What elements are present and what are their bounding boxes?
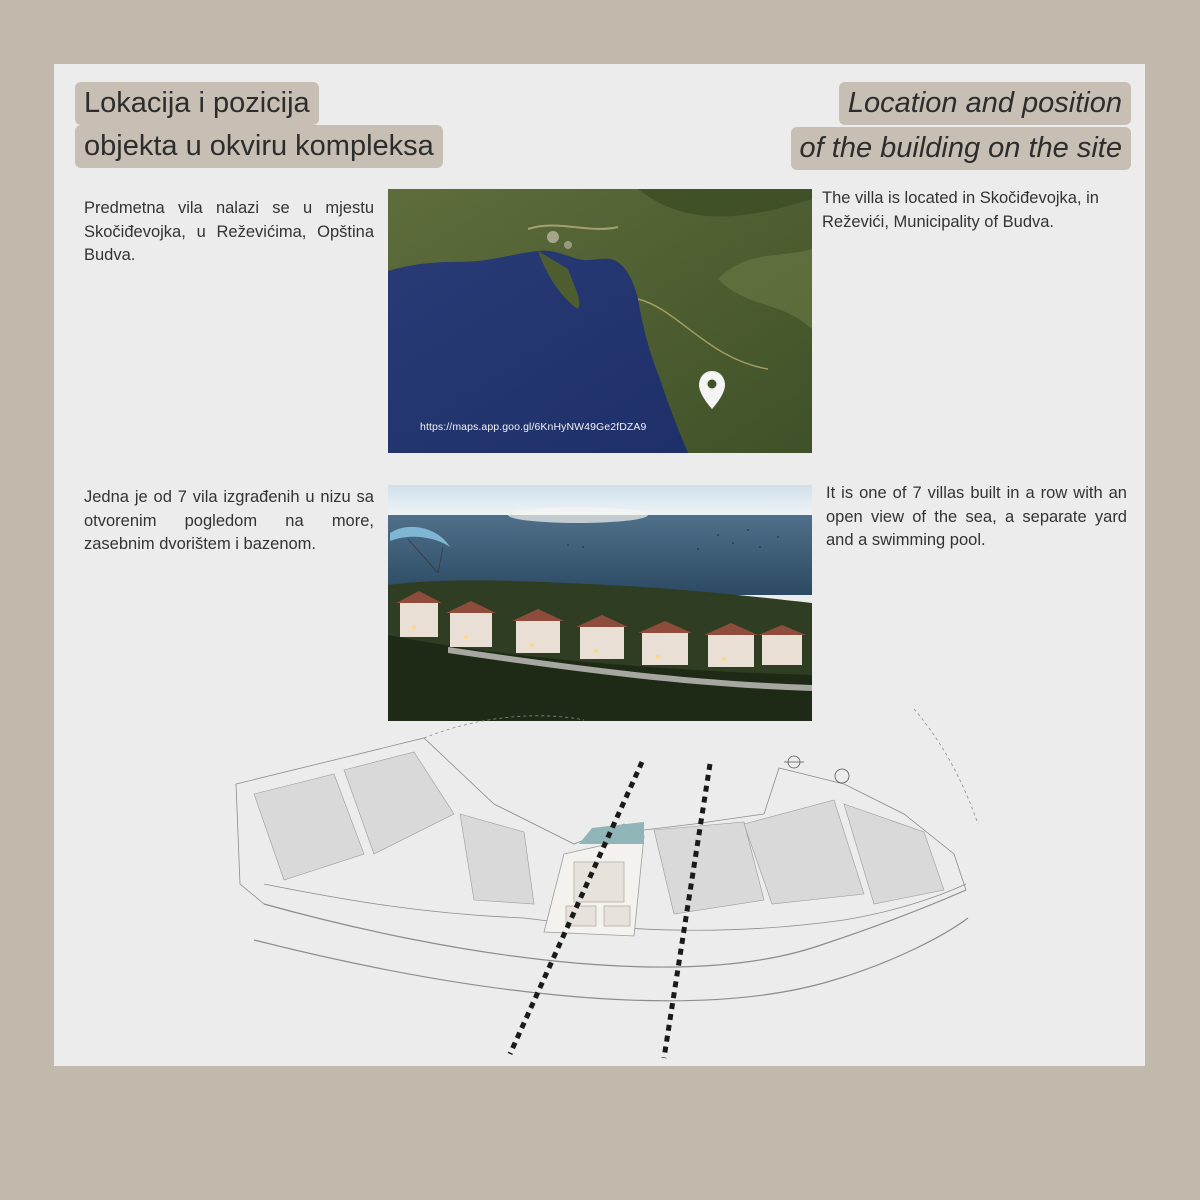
north-arrow-icon (784, 756, 804, 768)
title-en-line1: Location and position (839, 82, 1131, 125)
title-en-line2: of the building on the site (791, 127, 1131, 170)
presentation-sheet (54, 64, 1145, 1066)
satellite-map[interactable] (388, 189, 812, 453)
location-text-local: Predmetna vila nalazi se u mjestu Skočiđevojka, u Reževićima, Opština Budva. (84, 199, 374, 264)
villas-text-local: Jedna je od 7 vila izgrađenih u nizu sa otvorenim pogledom na more, zasebnim dvorištem i bazenom. (84, 488, 374, 553)
title-local-line1: Lokacija i pozicija (75, 82, 319, 125)
villas-render-photo (388, 485, 812, 721)
map-link[interactable]: https://maps.app.goo.gl/6KnHyNW49Ge2fDZA9 (420, 421, 647, 433)
site-plan-drawing (224, 704, 984, 1064)
title-local-line2: objekta u okviru kompleksa (75, 125, 443, 168)
villas-text-en: It is one of 7 villas built in a row with an open view of the sea, a separate yard and a swimming pool. (826, 484, 1127, 549)
location-text-en: The villa is located in Skočiđevojka, in Reževići, Municipality of Budva. (822, 189, 1099, 231)
